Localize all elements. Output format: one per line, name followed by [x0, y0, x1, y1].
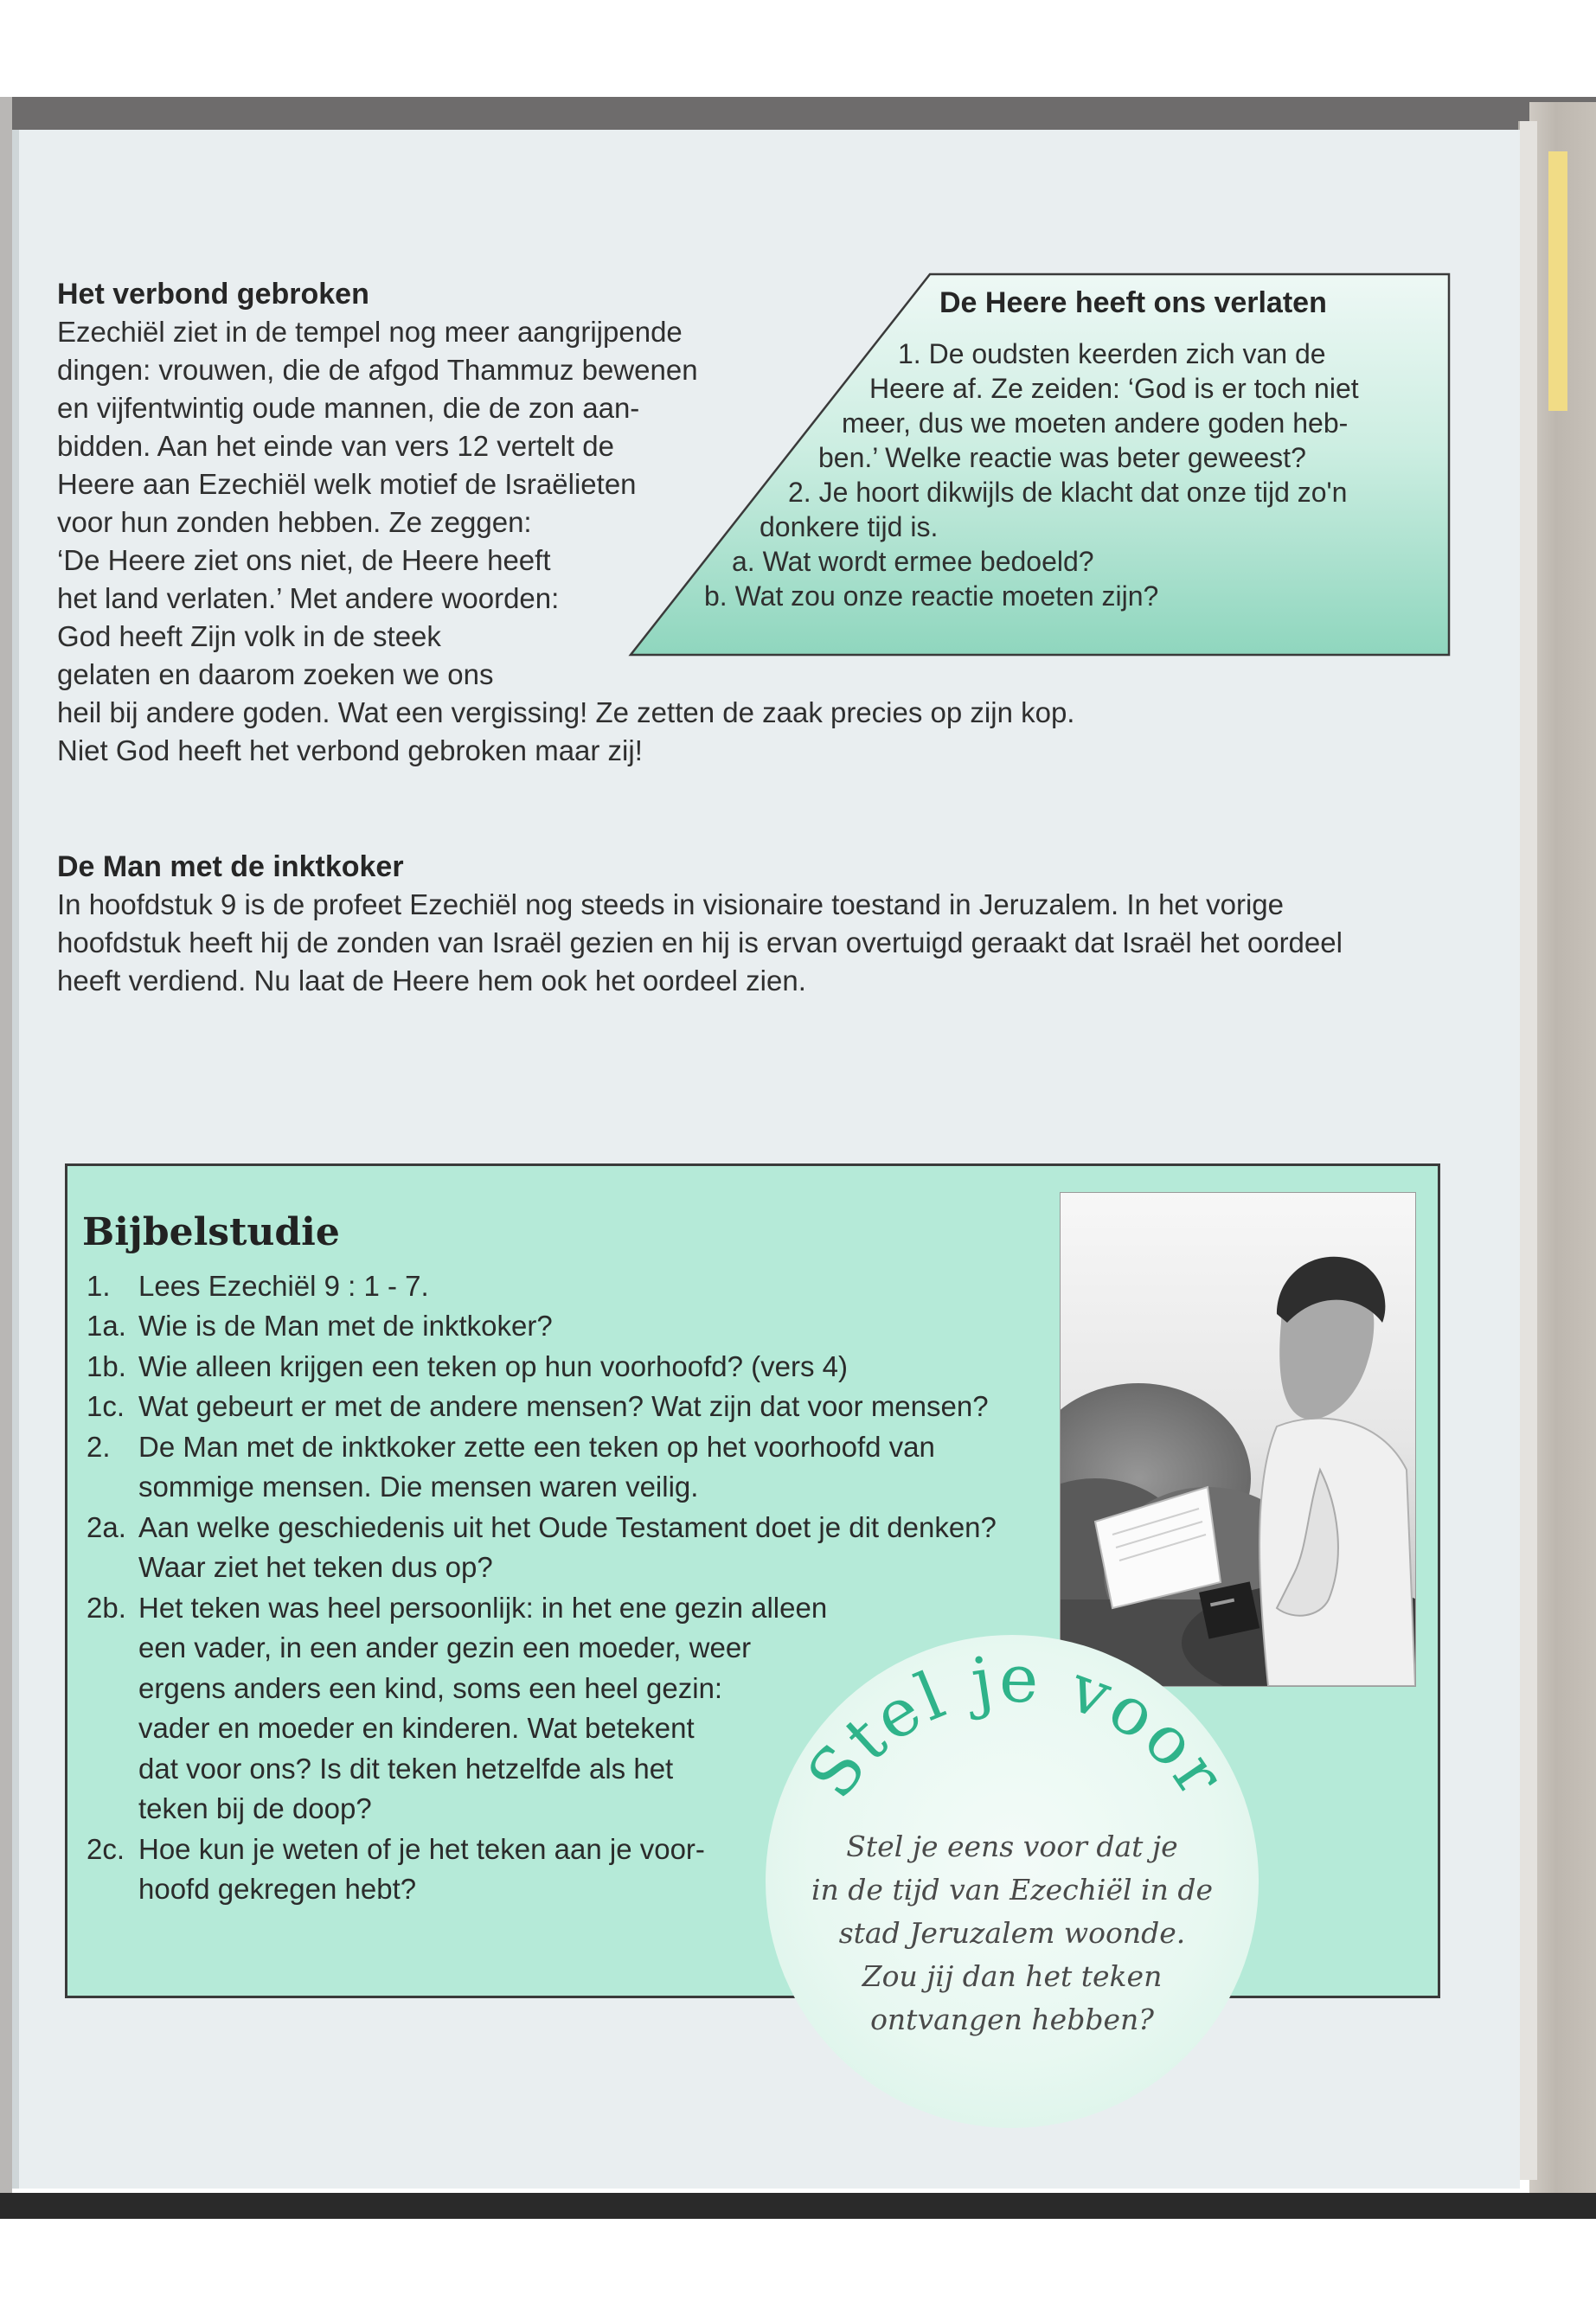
- question-number: 1b.: [87, 1350, 126, 1382]
- question-number: 1a.: [87, 1310, 126, 1342]
- section-heading-inktkoker: De Man met de inktkoker: [57, 850, 404, 883]
- sidebox-line: donkere tijd is.: [760, 511, 939, 542]
- paragraph-line: en vijfentwintig oude mannen, die de zon aan-: [57, 392, 640, 424]
- boy-reading-photo: [1060, 1192, 1416, 1687]
- bijbelstudie-title: Bijbelstudie: [82, 1209, 340, 1254]
- stel-line: stad Jeruzalem woonde.: [838, 1916, 1186, 1950]
- sidebox-line: b. Wat zou onze reactie moeten zijn?: [704, 580, 1159, 612]
- paragraph-line: Niet God heeft het verbond gebroken maar zij!: [57, 734, 643, 766]
- page-shadow: [12, 130, 19, 2189]
- scan-top-border: [0, 97, 1596, 133]
- photo-illustration: [1061, 1193, 1415, 1686]
- paragraph-line: God heeft Zijn volk in de steek: [57, 620, 441, 652]
- question-number: 2b.: [87, 1592, 126, 1624]
- paragraph-line: dingen: vrouwen, die de afgod Thammuz bewenen: [57, 354, 698, 386]
- sidebox-line: a. Wat wordt ermee bedoeld?: [732, 546, 1094, 577]
- question-text: vader en moeder en kinderen. Wat betekent: [138, 1712, 695, 1744]
- question-number: 2c.: [87, 1833, 125, 1865]
- stel-line: ontvangen hebben?: [870, 2003, 1154, 2036]
- question-text: Aan welke geschiedenis uit het Oude Testament doet je dit denken?: [138, 1511, 997, 1543]
- scan-bottom-border: [0, 2193, 1596, 2219]
- paragraph-line: voor hun zonden hebben. Ze zeggen:: [57, 506, 532, 538]
- question-text: sommige mensen. Die mensen waren veilig.: [138, 1471, 699, 1503]
- sidebox-line: 2. Je hoort dikwijls de klacht dat onze tijd zo'n: [788, 477, 1348, 508]
- sidebox-line: 1. De oudsten keerden zich van de: [898, 338, 1326, 369]
- question-text: Wie is de Man met de inktkoker?: [138, 1310, 553, 1342]
- sidebox-heading: De Heere heeft ons verlaten: [939, 286, 1327, 319]
- question-text: Wat gebeurt er met de andere mensen? Wat zijn dat voor mensen?: [138, 1390, 989, 1422]
- bookmark-tab: [1548, 151, 1567, 411]
- question-number: 2a.: [87, 1511, 126, 1543]
- scan-left-border: [0, 97, 12, 2199]
- question-text: teken bij de doop?: [138, 1792, 372, 1824]
- paragraph-line: gelaten en daarom zoeken we ons: [57, 658, 494, 690]
- sidebox-line: meer, dus we moeten andere goden heb-: [842, 407, 1349, 439]
- paragraph-line: het land verlaten.’ Met andere woorden:: [57, 582, 560, 614]
- question-text: Wie alleen krijgen een teken op hun voorhoofd? (vers 4): [138, 1350, 848, 1382]
- question-text: ergens anders een kind, soms een heel gezin:: [138, 1672, 723, 1704]
- paragraph-line: In hoofdstuk 9 is de profeet Ezechiël nog steeds in visionaire toestand in Jeruzalem. In het vorige: [57, 888, 1285, 920]
- question-number: 1c.: [87, 1390, 125, 1422]
- paragraph-line: heeft verdiend. Nu laat de Heere hem ook het oordeel zien.: [57, 965, 806, 997]
- book-cover-edge: [1529, 102, 1596, 2199]
- stel-line: in de tijd van Ezechiël in de: [811, 1873, 1213, 1907]
- sidebox-line: Heere af. Ze zeiden: ‘God is er toch niet: [869, 373, 1359, 404]
- paragraph-line: ‘De Heere ziet ons niet, de Heere heeft: [57, 544, 551, 576]
- question-text: De Man met de inktkoker zette een teken op het voorhoofd van: [138, 1431, 935, 1463]
- question-text: Hoe kun je weten of je het teken aan je voor-: [138, 1833, 705, 1865]
- stel-title: Stel je voor: [792, 1639, 1242, 1812]
- section-heading-verbond: Het verbond gebroken: [57, 278, 369, 311]
- paragraph-line: bidden. Aan het einde van vers 12 vertelt de: [57, 430, 614, 462]
- question-number: 1.: [87, 1270, 111, 1302]
- stel-title-text: [792, 1640, 1241, 1812]
- paragraph-line: Heere aan Ezechiël welk motief de Israëlieten: [57, 468, 637, 500]
- paragraph-line: Ezechiël ziet in de tempel nog meer aangrijpende: [57, 316, 683, 348]
- question-text: dat voor ons? Is dit teken hetzelfde als het: [138, 1753, 674, 1785]
- page-edge: [1518, 121, 1537, 2180]
- paragraph-line: hoofdstuk heeft hij de zonden van Israël gezien en hij is ervan overtuigd geraakt dat Israël het oordeel: [57, 926, 1343, 958]
- question-text: Lees Ezechiël 9 : 1 - 7.: [138, 1270, 429, 1302]
- question-text: hoofd gekregen hebt?: [138, 1873, 417, 1905]
- stel-line: Stel je eens voor dat je: [846, 1830, 1178, 1863]
- sidebox-line: ben.’ Welke reactie was beter geweest?: [818, 442, 1306, 473]
- stel-line: Zou jij dan het teken: [862, 1959, 1163, 1993]
- question-text: Waar ziet het teken dus op?: [138, 1551, 493, 1583]
- paragraph-line: heil bij andere goden. Wat een vergissing! Ze zetten de zaak precies op zijn kop.: [57, 696, 1075, 728]
- question-text: een vader, in een ander gezin een moeder, weer: [138, 1631, 752, 1663]
- question-number: 2.: [87, 1431, 111, 1463]
- question-text: Het teken was heel persoonlijk: in het ene gezin alleen: [138, 1592, 828, 1624]
